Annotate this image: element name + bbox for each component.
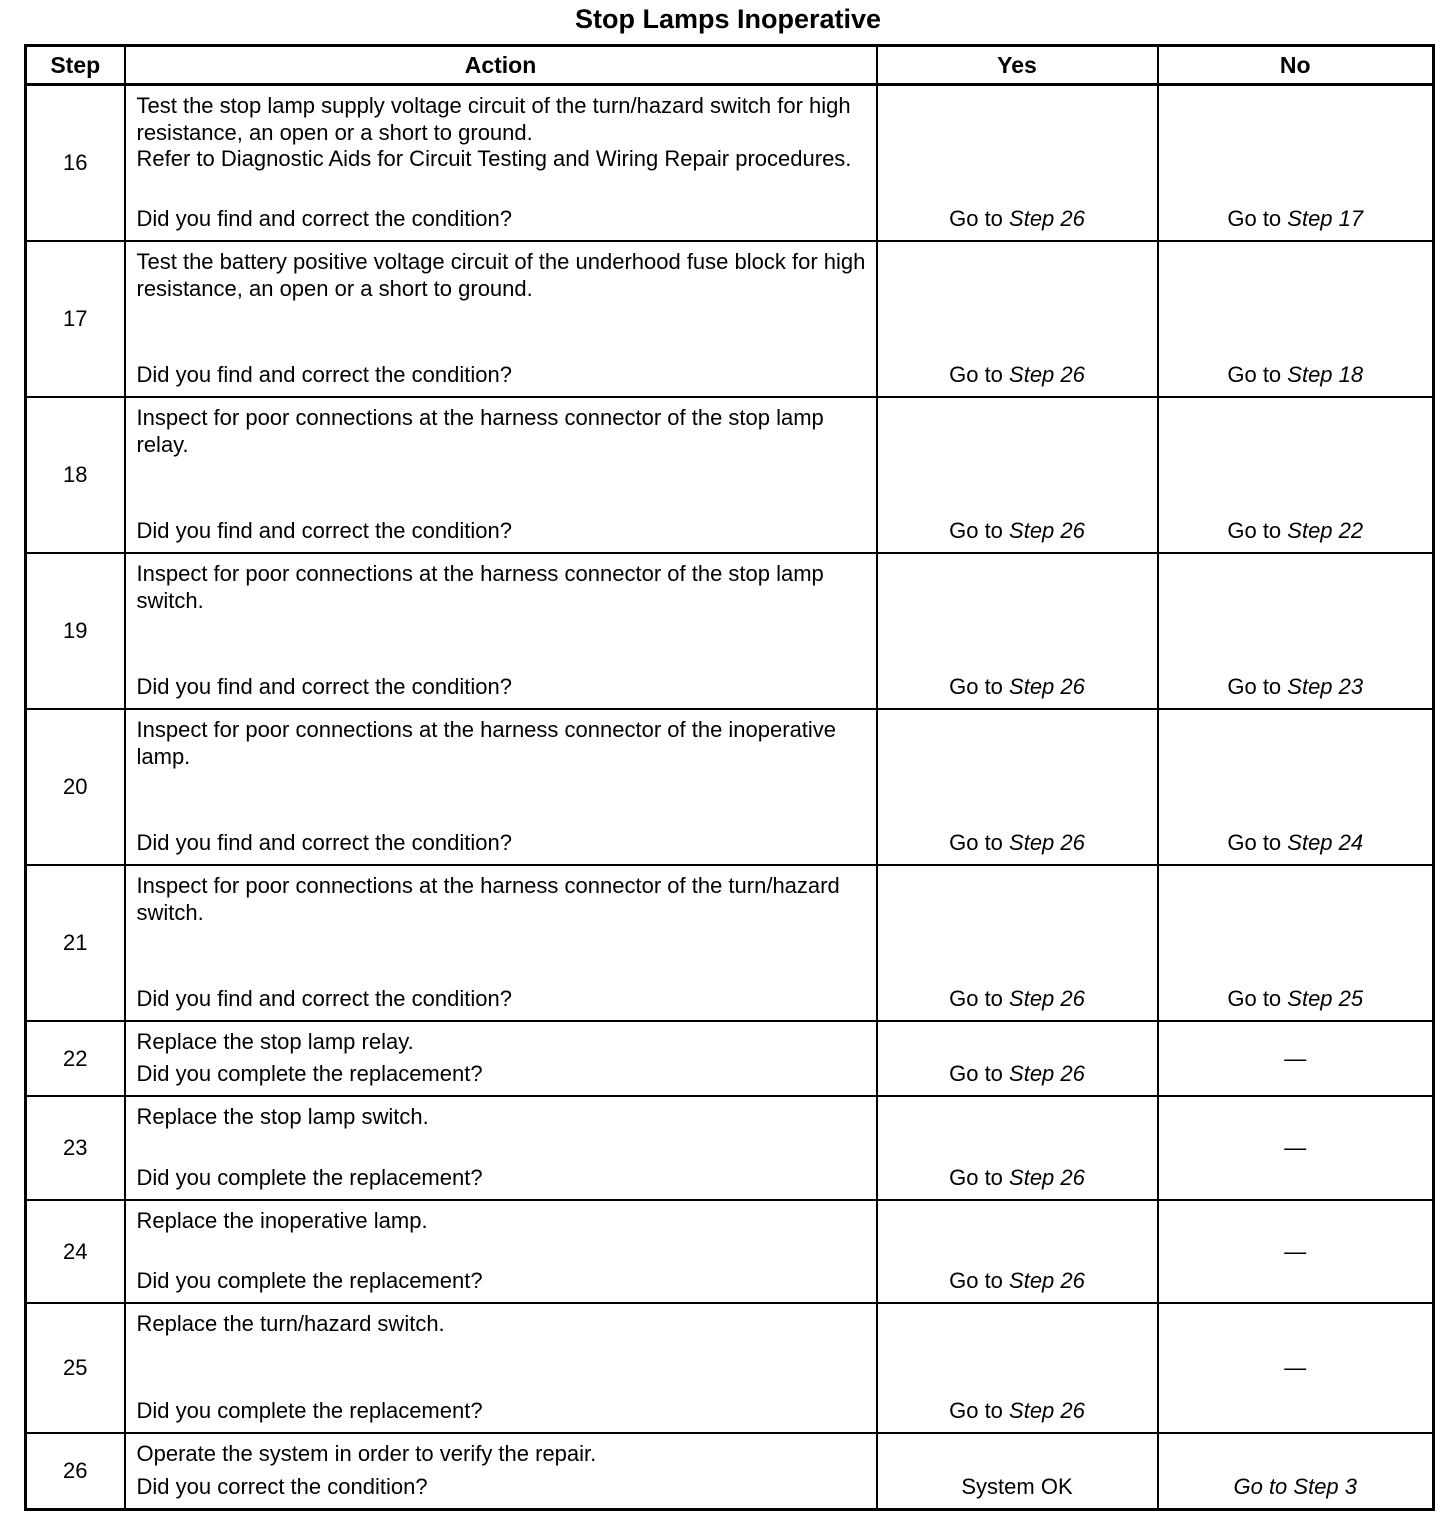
action-cell — [125, 85, 877, 242]
step-reference: Step 25 — [1287, 986, 1364, 1011]
step-number: 23 — [26, 1096, 125, 1200]
no-goto — [1159, 830, 1433, 856]
step-number: 19 — [26, 553, 125, 709]
action-instruction: Inspect for poor connections at the harness connector of the stop lamp relay. — [136, 405, 824, 457]
yes-cell — [877, 1021, 1158, 1096]
goto-prefix: Go to — [949, 518, 1010, 543]
action-question: Did you find and correct the condition? — [136, 517, 512, 543]
table-row-step-25 — [26, 1303, 1434, 1433]
yes-cell — [877, 709, 1158, 865]
step-reference: Step 22 — [1287, 518, 1364, 543]
action-instruction: Replace the inoperative lamp. — [136, 1208, 428, 1233]
yes-cell — [877, 1200, 1158, 1303]
action-question: Did you complete the replacement? — [136, 1267, 483, 1293]
not-applicable-dash: — — [1284, 1355, 1307, 1380]
action-cell — [125, 1433, 877, 1510]
yes-cell — [877, 553, 1158, 709]
action-question: Did you complete the replacement? — [136, 1060, 483, 1086]
no-goto — [1159, 206, 1433, 232]
action-question: Did you find and correct the condition? — [136, 361, 512, 387]
goto-prefix: Go to — [1227, 830, 1288, 855]
action-question: Did you find and correct the condition? — [136, 985, 512, 1011]
no-cell — [1158, 1021, 1434, 1096]
yes-goto — [878, 1398, 1157, 1424]
step-reference: Step 26 — [1009, 1165, 1085, 1190]
yes-goto — [878, 1268, 1157, 1294]
yes-goto — [878, 1165, 1157, 1191]
goto-prefix: Go to — [1227, 362, 1288, 387]
table-row-step-24 — [26, 1200, 1434, 1303]
yes-goto — [878, 674, 1157, 700]
no-cell — [1158, 1303, 1434, 1433]
no-goto — [1159, 362, 1433, 388]
goto-prefix: Go to — [949, 1061, 1010, 1086]
yes-result: System OK — [961, 1474, 1073, 1499]
not-applicable-dash: — — [1284, 1045, 1307, 1071]
no-cell — [1158, 241, 1434, 397]
yes-cell — [877, 1096, 1158, 1200]
no-cell — [1158, 709, 1434, 865]
step-reference: Step 17 — [1287, 206, 1364, 231]
no-goto — [1159, 518, 1433, 544]
step-reference: Step 26 — [1009, 1268, 1085, 1293]
table-row-step-18 — [26, 397, 1434, 553]
action-question: Did you correct the condition? — [136, 1473, 428, 1499]
action-cell — [125, 1096, 877, 1200]
yes-cell — [877, 865, 1158, 1021]
goto-prefix: Go to — [1227, 986, 1288, 1011]
no-cell — [1158, 1433, 1434, 1510]
action-instruction: Replace the turn/hazard switch. — [136, 1311, 445, 1336]
yes-goto — [878, 986, 1157, 1012]
table-row-step-21 — [26, 865, 1434, 1021]
action-question: Did you complete the replacement? — [136, 1397, 483, 1423]
step-reference: Step 26 — [1009, 1061, 1085, 1086]
yes-cell — [877, 1303, 1158, 1433]
goto-prefix: Go to — [949, 830, 1010, 855]
yes-goto — [878, 1061, 1157, 1087]
header-step: Step — [26, 46, 125, 85]
step-number: 25 — [26, 1303, 125, 1433]
not-applicable-dash: — — [1284, 1238, 1307, 1264]
action-instruction: Replace the stop lamp switch. — [136, 1104, 429, 1129]
action-cell — [125, 241, 877, 397]
action-instruction: Operate the system in order to verify the repair. — [136, 1441, 597, 1466]
step-number: 22 — [26, 1021, 125, 1096]
action-question: Did you complete the replacement? — [136, 1164, 483, 1190]
no-cell — [1158, 1200, 1434, 1303]
step-number: 16 — [26, 85, 125, 242]
header-action: Action — [125, 46, 877, 85]
step-reference: Step 26 — [1009, 518, 1085, 543]
action-instruction: Inspect for poor connections at the harness connector of the turn/hazard switch. — [136, 873, 840, 925]
table-row-step-20 — [26, 709, 1434, 865]
goto-prefix: Go to — [1227, 518, 1288, 543]
no-cell — [1158, 553, 1434, 709]
step-reference: Step 23 — [1287, 674, 1364, 699]
action-instruction: Test the stop lamp supply voltage circuit of the turn/hazard switch for high resistance, an open or a short to ground. Refer to Diagnostic Aids for Circuit Testing and Wiring Repair procedures. — [136, 93, 852, 171]
table-row-step-17 — [26, 241, 1434, 397]
goto-prefix: Go to — [949, 1165, 1010, 1190]
table-row-step-16 — [26, 85, 1434, 242]
action-cell — [125, 1021, 877, 1096]
step-reference: Step 24 — [1287, 830, 1364, 855]
yes-cell — [877, 397, 1158, 553]
step-reference: Step 26 — [1009, 206, 1085, 231]
action-instruction: Inspect for poor connections at the harness connector of the inoperative lamp. — [136, 717, 837, 769]
step-reference: Step 26 — [1009, 674, 1085, 699]
not-applicable-dash: — — [1284, 1135, 1307, 1160]
yes-cell — [877, 1433, 1158, 1510]
yes-cell — [877, 241, 1158, 397]
header-yes: Yes — [877, 46, 1158, 85]
table-row-step-22 — [26, 1021, 1434, 1096]
goto-prefix: Go to — [1227, 674, 1288, 699]
yes-goto — [878, 518, 1157, 544]
yes-cell — [877, 85, 1158, 242]
goto-prefix: Go to — [949, 362, 1010, 387]
yes-goto — [878, 830, 1157, 856]
action-instruction: Test the battery positive voltage circuit of the underhood fuse block for high resistance, an open or a short to ground. — [136, 249, 866, 301]
no-cell — [1158, 85, 1434, 242]
action-cell — [125, 1200, 877, 1303]
action-cell — [125, 553, 877, 709]
action-cell — [125, 865, 877, 1021]
no-goto — [1159, 986, 1433, 1012]
step-reference: Step 26 — [1009, 362, 1085, 387]
action-cell — [125, 709, 877, 865]
no-cell — [1158, 397, 1434, 553]
goto-prefix: Go to — [949, 1268, 1010, 1293]
table-row-step-26 — [26, 1433, 1434, 1510]
no-cell — [1158, 1096, 1434, 1200]
step-number: 20 — [26, 709, 125, 865]
step-number: 24 — [26, 1200, 125, 1303]
table-row-step-23 — [26, 1096, 1434, 1200]
goto-prefix: Go to — [949, 986, 1010, 1011]
action-cell — [125, 397, 877, 553]
action-instruction: Inspect for poor connections at the harness connector of the stop lamp switch. — [136, 561, 824, 613]
header-no: No — [1158, 46, 1434, 85]
step-number: 21 — [26, 865, 125, 1021]
step-number: 18 — [26, 397, 125, 553]
no-goto — [1159, 674, 1433, 700]
no-cell — [1158, 865, 1434, 1021]
no-goto: Go to Step 3 — [1233, 1474, 1358, 1499]
step-reference: Step 18 — [1287, 362, 1364, 387]
action-question: Did you find and correct the condition? — [136, 205, 512, 231]
yes-goto — [878, 362, 1157, 388]
goto-prefix: Go to — [949, 206, 1010, 231]
table-header-row — [26, 46, 1434, 85]
step-reference: Step 26 — [1009, 986, 1085, 1011]
step-number: 26 — [26, 1433, 125, 1510]
goto-prefix: Go to — [1227, 206, 1288, 231]
step-reference: Step 26 — [1009, 830, 1085, 855]
goto-prefix: Go to — [949, 1398, 1010, 1423]
action-cell — [125, 1303, 877, 1433]
table-row-step-19 — [26, 553, 1434, 709]
diagnostic-table — [24, 44, 1435, 1511]
step-reference: Step 26 — [1009, 1398, 1085, 1423]
document-title: Stop Lamps Inoperative — [574, 4, 882, 34]
action-instruction: Replace the stop lamp relay. — [136, 1029, 414, 1054]
yes-goto — [878, 206, 1157, 232]
action-question: Did you find and correct the condition? — [136, 673, 512, 699]
step-number: 17 — [26, 241, 125, 397]
goto-prefix: Go to — [949, 674, 1010, 699]
action-question: Did you find and correct the condition? — [136, 829, 512, 855]
